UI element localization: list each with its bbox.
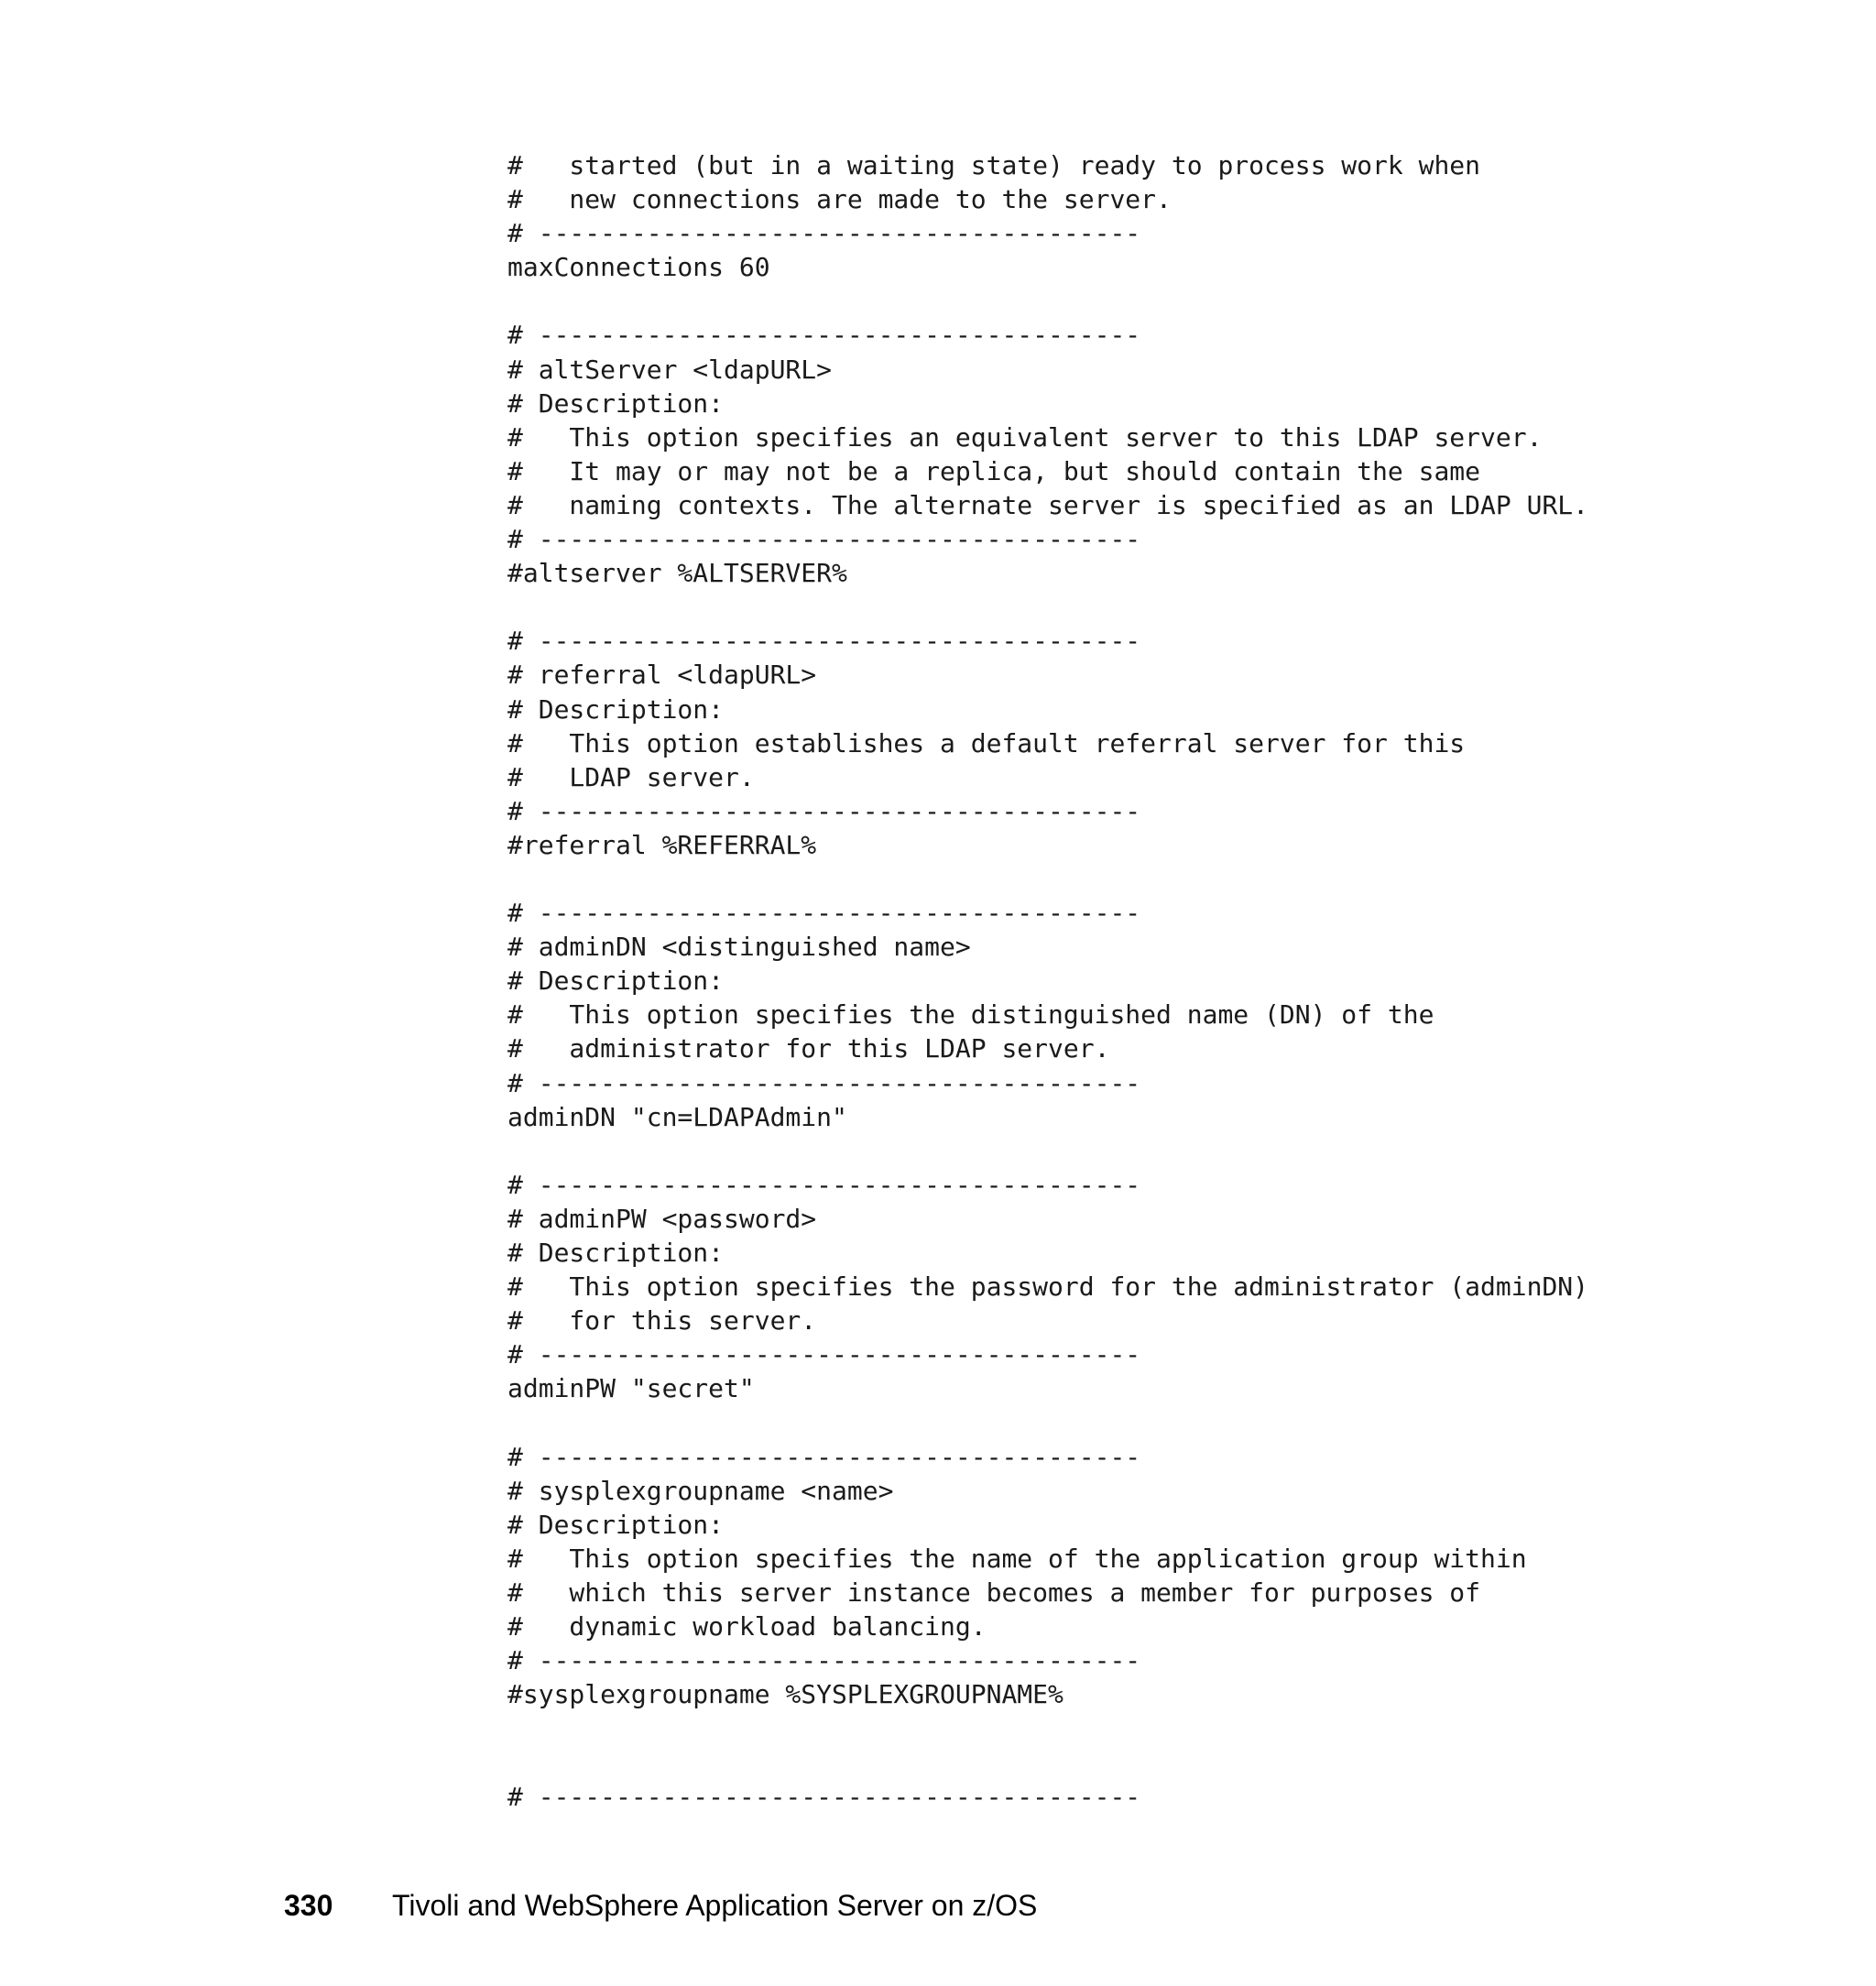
code-line: # --------------------------------------- — [507, 1339, 1141, 1370]
code-line — [507, 1405, 1588, 1439]
code-line — [507, 862, 1588, 896]
code-line: # --------------------------------------- — [507, 1645, 1141, 1676]
code-line: # LDAP server. — [507, 761, 755, 792]
code-line: # altServer <ldapURL> — [507, 354, 833, 385]
code-line: # Description: — [507, 387, 725, 419]
code-line: maxConnections 60 — [507, 252, 770, 283]
code-line: #sysplexgroupname %SYSPLEXGROUPNAME% — [507, 1679, 1063, 1710]
code-line: # --------------------------------------- — [507, 1441, 1141, 1472]
config-code-listing — [507, 148, 1588, 1814]
book-title: Tivoli and WebSphere Application Server on z/OS — [392, 1889, 1038, 1922]
code-line: # It may or may not be a replica, but should contain the same — [507, 455, 1481, 486]
code-line: adminPW "secret" — [507, 1373, 755, 1404]
code-line: #altserver %ALTSERVER% — [507, 558, 847, 589]
code-line: # referral <ldapURL> — [507, 660, 817, 691]
code-line: # --------------------------------------- — [507, 1067, 1141, 1098]
code-line: adminDN "cn=LDAPAdmin" — [507, 1101, 847, 1132]
code-line: # --------------------------------------- — [507, 524, 1141, 555]
code-line: # This option specifies the name of the application group within — [507, 1543, 1527, 1574]
code-line — [507, 284, 1588, 318]
code-line: # Description: — [507, 966, 725, 997]
code-line — [507, 590, 1588, 624]
code-line: # This option specifies an equivalent server to this LDAP server. — [507, 421, 1543, 453]
code-line: # Description: — [507, 1509, 725, 1540]
code-line: #referral %REFERRAL% — [507, 829, 817, 860]
page-footer — [284, 1889, 1037, 1923]
code-line — [507, 1711, 1588, 1745]
page-number: 330 — [284, 1889, 333, 1922]
code-line: # --------------------------------------- — [507, 218, 1141, 249]
code-line: # adminDN <distinguished name> — [507, 932, 971, 963]
code-line: # --------------------------------------- — [507, 1169, 1141, 1200]
code-line: # for this server. — [507, 1305, 817, 1337]
code-line: # sysplexgroupname <name> — [507, 1475, 894, 1506]
code-line — [507, 1745, 1588, 1779]
code-line: # Description: — [507, 1238, 725, 1268]
code-line: # Description: — [507, 693, 725, 725]
code-line: # --------------------------------------- — [507, 320, 1141, 351]
code-line: # new connections are made to the server. — [507, 184, 1172, 215]
code-line: # This option establishes a default referral server for this — [507, 727, 1466, 758]
code-line: # dynamic workload balancing. — [507, 1611, 987, 1642]
code-line: # --------------------------------------- — [507, 898, 1141, 929]
code-line: # naming contexts. The alternate server is specified as an LDAP URL. — [507, 489, 1589, 520]
code-line: # administrator for this LDAP server. — [507, 1033, 1110, 1064]
code-line: # started (but in a waiting state) ready to process work when — [507, 150, 1481, 180]
code-line: # --------------------------------------- — [507, 795, 1141, 826]
code-line — [507, 1134, 1588, 1168]
code-line: # This option specifies the distinguished name (DN) of the — [507, 999, 1434, 1031]
code-line: # adminPW <password> — [507, 1203, 817, 1234]
code-line: # which this server instance becomes a member for purposes of — [507, 1577, 1481, 1608]
code-line: # --------------------------------------- — [507, 1781, 1141, 1812]
code-line: # --------------------------------------- — [507, 626, 1141, 657]
code-line: # This option specifies the password for the administrator (adminDN) — [507, 1271, 1589, 1303]
